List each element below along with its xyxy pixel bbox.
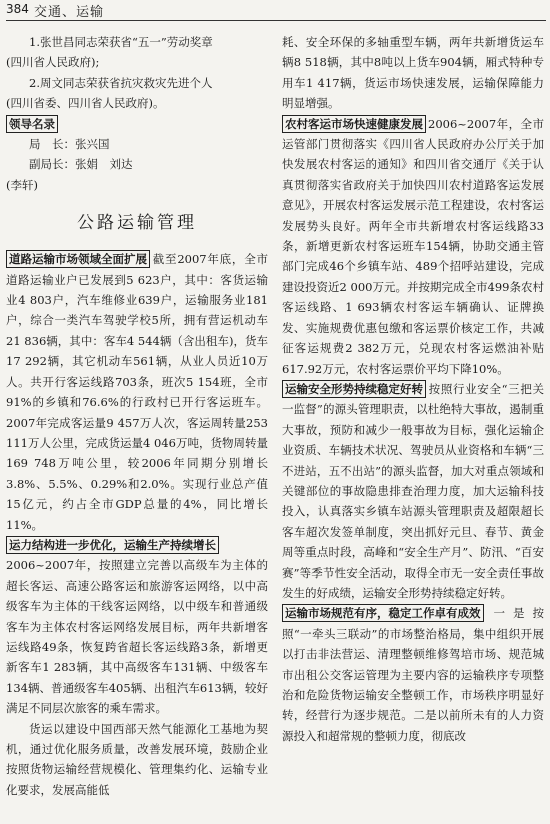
leader-1: 局 长：张兴国 <box>29 137 110 152</box>
article-title: 公路运输管理 <box>77 213 197 234</box>
text-rural: 2006~2007年，全市运管部门贯彻落实《四川省人民政府办公厅关于加快发展农村客运的通知》和四川省交通厅《关于认真贯彻落实省政府关于加快四川农村道路客运发展意见》，开展农村客运发展示范工程建设，农村客运发展势头良好。两年全市共新增农村客运线路33条，新增更新农村客运班车154辆，协助交通主管部门完成46个乡镇车站、489个招呼站建设，完成建设投资近2 000万元。并按期完成全市499条农村客运线路、1 693辆农村客运车辆确认、证牌换发、实施规费优惠包缴和客运票价核定工作，共减征客运规费2 382万元，兑现农村客运燃油补贴617.92万元，农村客运票价平均下降10%。 <box>282 116 544 376</box>
author-signature: (李轩) <box>6 177 38 192</box>
award-item-1: 1.张世昌同志荣获省“五一”劳动奖章 <box>29 35 213 49</box>
text-safety: 按照行业安全“三把关一监督”的源头管理职责，以杜绝特大事故，遏制重大事故，预防和减少一般事故为目标，强化运输企业资质、车辆技术状况、驾驶员从业资格和车辆“三不进站，五不出站”的源头监督，加大对重点领域和关键部位的事故隐患排查治理力度，加大运输科技投入，认真落实乡镇车站源头管理职责及超限超长客车超次发签单制度，突出抓好元旦、春节、黄金周等重点时段，高峰和“安全生产月”、防汛、“百安赛”等季节性安全活动，取得全市无一安全责任事故发生的好成绩，运输安全形势持续稳定好转。 <box>282 381 544 600</box>
paragraph-capacity <box>6 535 268 719</box>
paragraph-market <box>6 249 268 535</box>
award-item-2-source: (四川省委、四川省人民政府)。 <box>6 96 165 111</box>
text-market: 截至2007年底，全市道路运输业户已发展到5 623户，其中：客货运输业4 803户，汽车维修业639户，运输服务业181户，综合一类汽车驾驶学校5所，拥有营运机动车21 836辆，其中：客车4 544辆（含出租车)，货车17 292辆，其它机动车561辆，从业人员近10万人。共开行客运线路703条，班次5 154班，全市91%的乡镇和76.6%的行政村已开行客运班车。2007年完成客运量9 457万人次，客运周转量253 111万人公里，完成货运量4 046万吨，货物周转量169 748万吨公里，较2006年同期分别增长3.8%、5.5%、0.29%和2.0%。实现行业总产值15亿元，约占全市GDP总量的4%，同比增长11%。 <box>6 252 268 532</box>
leaders-heading: 领导名录 <box>6 115 58 133</box>
award-item-1-source: (四川省人民政府); <box>6 55 100 70</box>
paragraph-safety <box>282 379 544 603</box>
heading-order: 运输市场规范有序，稳定工作卓有成效 <box>282 604 484 622</box>
paragraph-order <box>282 603 544 746</box>
paragraph-rural <box>282 114 544 379</box>
heading-market: 道路运输市场领域全面扩展 <box>6 250 150 268</box>
page-number: 384 <box>6 2 29 16</box>
header-rule <box>6 20 546 21</box>
left-column <box>6 32 268 824</box>
award-item-2: 2.周文同志荣获省抗灾救灾先进个人 <box>29 75 213 90</box>
paragraph-freight-cont: 耗、安全环保的多轴重型车辆，两年共新增货运车辆8 518辆，其中8吨以上货车904辆，厢式特种专用车1 417辆，货运市场快速发展，运输保障能力明显增强。 <box>282 35 544 111</box>
leaders-heading-line <box>6 114 268 134</box>
running-header <box>6 2 546 20</box>
heading-rural: 农村客运市场快速健康发展 <box>282 115 426 133</box>
text-order: 一是按照“一牵头三联动”的市场整治格局，集中组织开展以打击非法营运、清理整顿维修驾培市场、规范城市出租公交客运管理为主要内容的运输秩序专项整治和危险货物运输安全整顿工作，市场秩序明显好转，经营行为逐步规范。二是以前所未有的人力资源投入和超常规的整顿力度，彻底改 <box>282 606 544 743</box>
heading-safety: 运输安全形势持续稳定好转 <box>282 380 426 398</box>
leader-2: 副局长：张娟 刘达 <box>29 157 133 172</box>
section-title: 交通、运输 <box>34 5 105 20</box>
right-column <box>282 32 544 824</box>
text-capacity: 2006~2007年，按照建立完善以高级车为主体的超长客运、高速公路客运和旅游客运网络，以中高级客车为主体的干线客运网络，以中级车和普通级客车为主体农村客运网络发展目标，两年共新增客运线路49条，恢复跨省超长客运线路3条，新增更新客车1 283辆，其中高级客车131辆、中级客车134辆、普通级客车405辆、出租汽车613辆，较好满足不同层次旅客的乘车需求。 <box>6 558 268 716</box>
paragraph-freight: 货运以建设中国西部天然气能源化工基地为契机，通过优化服务质量，改善发展环境，鼓励企业按照货物运输经营规模化、管理集约化、运输专业化要求，发展高能低 <box>6 721 268 797</box>
heading-capacity: 运力结构进一步优化，运输生产持续增长 <box>6 536 219 554</box>
